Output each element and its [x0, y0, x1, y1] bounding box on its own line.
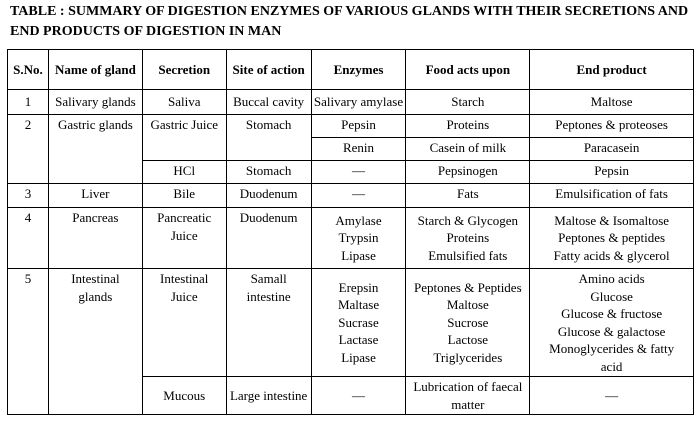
cell-enzymes: —	[311, 377, 406, 415]
cell-sno: 2	[8, 115, 49, 138]
cell-enzymes: —	[311, 161, 406, 184]
cell-site: Stomach	[226, 115, 311, 138]
header-gland: Name of gland	[48, 50, 142, 90]
cell-food: Starch & Glycogen Proteins Emulsified fats	[406, 208, 530, 269]
header-row	[8, 50, 694, 90]
table-row	[8, 208, 694, 269]
cell-secretion: HCl	[142, 161, 226, 184]
cell-site: Duodenum	[226, 208, 311, 269]
cell-product: Amino acids Glucose Glucose & fructose Glucose & galactose Monoglycerides & fatty acid	[530, 269, 694, 377]
table-row	[8, 90, 694, 115]
cell-site: Samall intestine	[226, 269, 311, 377]
cell-product: Emulsification of fats	[530, 184, 694, 208]
table-row	[8, 161, 694, 184]
cell-food: Pepsinogen	[406, 161, 530, 184]
cell-gland: Gastric glands	[48, 115, 142, 138]
cell-food: Peptones & Peptides Maltose Sucrose Lactose Triglycerides	[406, 269, 530, 377]
cell-secretion: Mucous	[142, 377, 226, 415]
cell-enzymes: Salivary amylase	[311, 90, 406, 115]
cell-sno: 4	[8, 208, 49, 269]
table-row	[8, 115, 694, 138]
cell-secretion: Saliva	[142, 90, 226, 115]
cell-site: Stomach	[226, 161, 311, 184]
table-row	[8, 377, 694, 415]
cell-site	[226, 138, 311, 161]
cell-sno: 5	[8, 269, 49, 377]
cell-gland: Pancreas	[48, 208, 142, 269]
cell-enzymes: Amylase Trypsin Lipase	[311, 208, 406, 269]
header-product: End product	[530, 50, 694, 90]
cell-product: —	[530, 377, 694, 415]
cell-site: Duodenum	[226, 184, 311, 208]
header-sno: S.No.	[8, 50, 49, 90]
cell-secretion	[142, 138, 226, 161]
cell-secretion: Pancreatic Juice	[142, 208, 226, 269]
cell-sno	[8, 377, 49, 415]
cell-gland: Intestinal glands	[48, 269, 142, 377]
cell-secretion: Gastric Juice	[142, 115, 226, 138]
table-row	[8, 184, 694, 208]
cell-product: Peptones & proteoses	[530, 115, 694, 138]
cell-site: Buccal cavity	[226, 90, 311, 115]
cell-food: Lubrication of faecal matter	[406, 377, 530, 415]
cell-site: Large intestine	[226, 377, 311, 415]
cell-enzymes: —	[311, 184, 406, 208]
cell-gland: Liver	[48, 184, 142, 208]
cell-sno: 1	[8, 90, 49, 115]
cell-product: Maltose & Isomaltose Peptones & peptides Fatty acids & glycerol	[530, 208, 694, 269]
cell-gland	[48, 377, 142, 415]
digestion-enzymes-table	[7, 49, 694, 415]
header-enzymes: Enzymes	[311, 50, 406, 90]
cell-sno	[8, 138, 49, 161]
cell-secretion: Intestinal Juice	[142, 269, 226, 377]
cell-enzymes: Pepsin	[311, 115, 406, 138]
cell-food: Fats	[406, 184, 530, 208]
table-row	[8, 269, 694, 377]
cell-sno	[8, 161, 49, 184]
table-row	[8, 138, 694, 161]
cell-sno: 3	[8, 184, 49, 208]
cell-gland	[48, 138, 142, 161]
header-site: Site of action	[226, 50, 311, 90]
cell-secretion: Bile	[142, 184, 226, 208]
cell-enzymes: Renin	[311, 138, 406, 161]
cell-food: Starch	[406, 90, 530, 115]
header-food: Food acts upon	[406, 50, 530, 90]
header-secretion: Secretion	[142, 50, 226, 90]
cell-gland: Salivary glands	[48, 90, 142, 115]
cell-food: Casein of milk	[406, 138, 530, 161]
cell-enzymes: Erepsin Maltase Sucrase Lactase Lipase	[311, 269, 406, 377]
cell-product: Pepsin	[530, 161, 694, 184]
table-title: TABLE : SUMMARY OF DIGESTION ENZYMES OF VARIOUS GLANDS WITH THEIR SECRETIONS AND END PRODUCTS OF DIGESTION IN MAN	[10, 4, 689, 39]
cell-product: Maltose	[530, 90, 694, 115]
cell-product: Paracasein	[530, 138, 694, 161]
cell-food: Proteins	[406, 115, 530, 138]
cell-gland	[48, 161, 142, 184]
